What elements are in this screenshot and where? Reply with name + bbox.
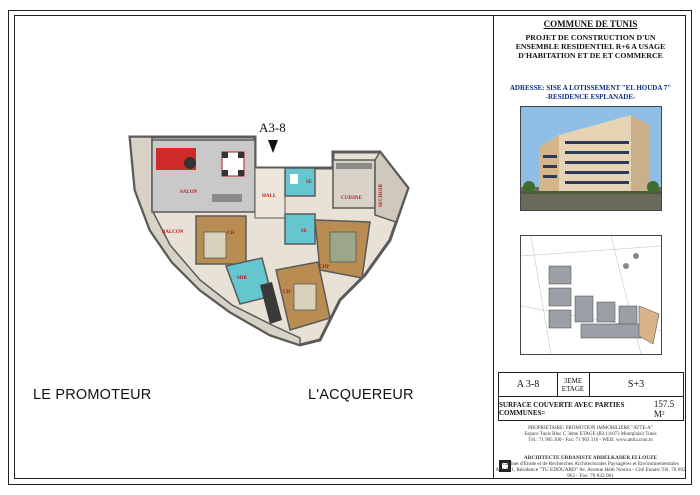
- address: ADRESSE: SISE A LOTISSEMENT "EL HOUDA 7" -RESIDENCE ESPLANADE-: [509, 84, 672, 101]
- architect-info: ARCHITECTE URBANISTE ABDELKADER ELLOUZE Cabinet d'Etude et de Recherches Architecturales Paysagères et Environnementales App.001, Résidence "TU EDOUARD" Av. Avenue Hédi Nouira - Cité Ennasr Tél. 70 692 962 - Fax: 70 832 061: [495, 455, 686, 479]
- hall-area: [255, 168, 285, 218]
- room-label-chp: CHP: [319, 265, 330, 270]
- room-label-ch-1: CH: [227, 231, 235, 236]
- room-label-hall: HALL: [262, 194, 277, 199]
- room-label-se-top: SE: [306, 180, 313, 185]
- apartment-type: S+3: [627, 379, 645, 390]
- room-label-cuisine: CUISINE: [341, 196, 362, 201]
- site-plan: [520, 235, 662, 355]
- unit-info-box: [498, 372, 684, 421]
- room-label-balcon: BALCON: [162, 230, 184, 235]
- apartment-number: A 3-8: [499, 373, 558, 396]
- room-label-se-middle: SE: [301, 229, 308, 234]
- promoteur-signature-label: LE PROMOTEUR: [33, 387, 152, 403]
- room-label-ch-2: CH: [283, 290, 291, 295]
- room-label-sechoir: SECHOIR: [379, 183, 384, 207]
- surface-value: 157.5 M²: [653, 399, 675, 419]
- master-bed: [330, 232, 356, 262]
- room-label-salon: SALON: [180, 190, 198, 195]
- entrance-arrow-icon: [268, 140, 278, 153]
- project-description: PROJET DE CONSTRUCTION D'UN ENSEMBLE RESIDENTIEL R+6 A USAGE D'HABITATION ET DE ET COMMERCE: [515, 33, 666, 60]
- title-block: [493, 15, 686, 479]
- surface-row: [499, 397, 683, 421]
- floor-plan: [120, 130, 410, 350]
- surface-label: SURFACE COUVERTE AVEC PARTIES COMMUNES=: [499, 401, 625, 417]
- commune-title: COMMUNE DE TUNIS: [543, 19, 638, 29]
- promoter-info: PROPRIETAIRE: PROMOTION IMMOBILIERE "ATTE-A" Espace Tunis Bloc C 3ème ETAGE (B3.1)1073 Montplaisir Tunis Tél.: 71 905 300 - Fax: 71 903 316 - WEB: www.attila.com.tn: [524, 426, 657, 443]
- room-label-sdb: SDB: [237, 276, 247, 281]
- bath-middle: [285, 214, 315, 244]
- unit-tag: A3-8: [259, 120, 286, 135]
- building-photo: [520, 106, 662, 211]
- acquereur-signature-label: L'ACQUEREUR: [308, 387, 414, 403]
- floor-level: 3EME ETAGE: [557, 373, 590, 396]
